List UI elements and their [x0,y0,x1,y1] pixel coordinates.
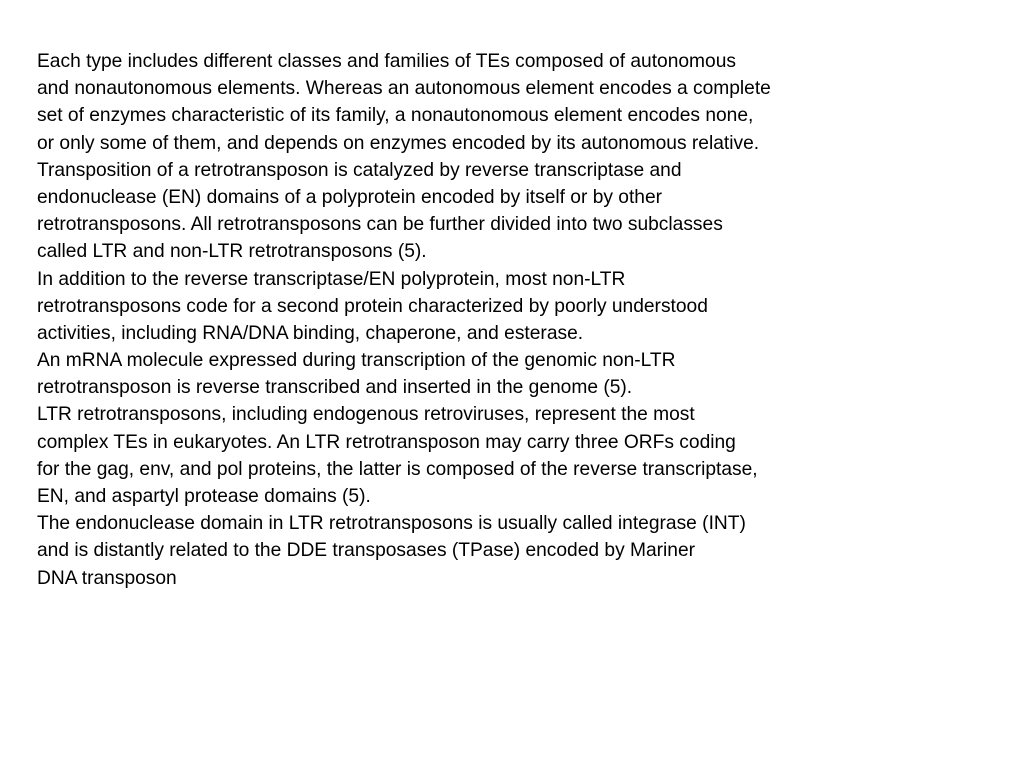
text-line: or only some of them, and depends on enzymes encoded by its autonomous relative. [37,132,760,154]
text-line: called LTR and non-LTR retrotransposons (5). [37,241,427,263]
text-line: activities, including RNA/DNA binding, chaperone, and esterase. [37,322,584,344]
text-line: In addition to the reverse transcriptase/EN polyprotein, most non-LTR [37,268,626,290]
text-line: retrotransposons. All retrotransposons can be further divided into two subclasses [37,214,723,236]
text-line: for the gag, env, and pol proteins, the latter is composed of the reverse transcriptase, [37,458,758,480]
text-line: set of enzymes characteristic of its family, a nonautonomous element encodes none, [37,105,754,127]
slide-text-block [37,48,997,592]
text-line: retrotransposon is reverse transcribed and inserted in the genome (5). [37,377,633,399]
text-line: EN, and aspartyl protease domains (5). [37,486,371,507]
text-line: retrotransposons code for a second protein characterized by poorly understood [37,295,708,317]
text-line: and is distantly related to the DDE transposases (TPase) encoded by Mariner [37,540,696,562]
text-line: endonuclease (EN) domains of a polyprotein encoded by itself or by other [37,186,663,208]
text-line: complex TEs in eukaryotes. An LTR retrotransposon may carry three ORFs coding [37,431,736,453]
text-line: The endonuclease domain in LTR retrotransposons is usually called integrase (INT) [37,513,746,535]
text-line: Each type includes different classes and families of TEs composed of autonomous [37,51,736,72]
text-line: and nonautonomous elements. Whereas an autonomous element encodes a complete [37,78,771,100]
text-line: An mRNA molecule expressed during transcription of the genomic non-LTR [37,350,676,372]
text-line: DNA transposon [37,567,177,589]
text-line: LTR retrotransposons, including endogenous retroviruses, represent the most [37,404,695,426]
text-line: Transposition of a retrotransposon is catalyzed by reverse transcriptase and [37,159,682,181]
